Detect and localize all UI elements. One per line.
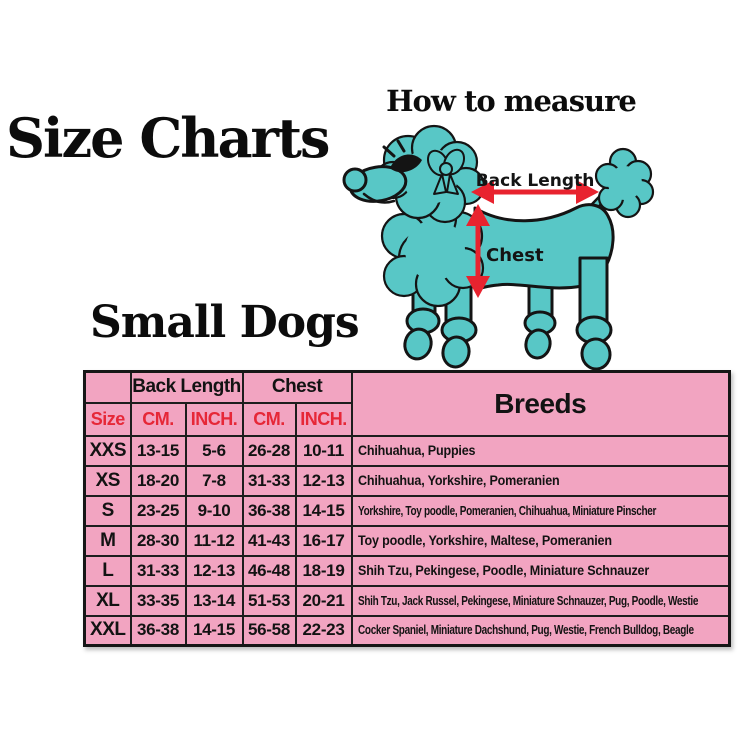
chest-cm-cell: 56-58 xyxy=(243,616,296,646)
chest-inch-cell: 20-21 xyxy=(296,586,352,616)
col-header-size: Size xyxy=(85,403,131,436)
table-row-xxl xyxy=(85,616,730,646)
chest-cm-cell: 26-28 xyxy=(243,436,296,466)
chest-cm-cell: 36-38 xyxy=(243,496,296,526)
back-cm-cell: 18-20 xyxy=(131,466,186,496)
back-cm-cell: 36-38 xyxy=(131,616,186,646)
col-header-chest-inch: INCH. xyxy=(296,403,352,436)
breeds-cell xyxy=(352,436,730,466)
size-table-container xyxy=(83,370,731,647)
table-row-xxs xyxy=(85,436,730,466)
back-cm-cell: 33-35 xyxy=(131,586,186,616)
back-inch-cell: 14-15 xyxy=(186,616,243,646)
table-row-xl xyxy=(85,586,730,616)
col-group-back-length: Back Length xyxy=(131,372,243,403)
breeds-text: Shih Tzu, Jack Russel, Pekingese, Miniature Schnauzer, Pug, Poodle, Westie xyxy=(357,593,698,608)
size-table xyxy=(83,370,731,647)
back-inch-cell: 12-13 xyxy=(186,556,243,586)
size-cell: XXL xyxy=(85,616,131,646)
col-group-chest: Chest xyxy=(243,372,352,403)
size-cell: XXS xyxy=(85,436,131,466)
chest-cm-cell: 51-53 xyxy=(243,586,296,616)
chest-inch-cell: 16-17 xyxy=(296,526,352,556)
table-row-l xyxy=(85,556,730,586)
corner-cell xyxy=(85,372,131,403)
poodle-illustration xyxy=(330,118,730,373)
chest-label: Chest xyxy=(486,245,544,266)
col-header-chest-cm: CM. xyxy=(243,403,296,436)
breeds-cell xyxy=(352,496,730,526)
page-title: Size Charts xyxy=(6,106,329,170)
col-header-breeds: Breeds xyxy=(352,372,730,436)
breeds-cell xyxy=(352,586,730,616)
chest-cm-cell: 41-43 xyxy=(243,526,296,556)
chest-inch-cell: 12-13 xyxy=(296,466,352,496)
back-cm-cell: 23-25 xyxy=(131,496,186,526)
col-header-back-inch: INCH. xyxy=(186,403,243,436)
breeds-text: Shih Tzu, Pekingese, Poodle, Miniature Schnauzer xyxy=(357,562,649,578)
chest-cm-cell: 31-33 xyxy=(243,466,296,496)
rear-near-leg xyxy=(577,258,612,371)
breeds-cell xyxy=(352,526,730,556)
table-row-m xyxy=(85,526,730,556)
breeds-text: Chihuahua, Puppies xyxy=(357,442,475,458)
chest-inch-cell: 14-15 xyxy=(296,496,352,526)
size-cell: XS xyxy=(85,466,131,496)
breeds-cell xyxy=(352,466,730,496)
back-cm-cell: 31-33 xyxy=(131,556,186,586)
nose xyxy=(344,169,366,191)
back-inch-cell: 11-12 xyxy=(186,526,243,556)
chest-inch-cell: 22-23 xyxy=(296,616,352,646)
chest-inch-cell: 10-11 xyxy=(296,436,352,466)
size-cell: S xyxy=(85,496,131,526)
chest-inch-cell: 18-19 xyxy=(296,556,352,586)
back-cm-cell: 28-30 xyxy=(131,526,186,556)
size-cell: XL xyxy=(85,586,131,616)
back-cm-cell: 13-15 xyxy=(131,436,186,466)
size-table-body xyxy=(85,436,730,646)
tail-pompom xyxy=(596,149,653,217)
breeds-text: Chihuahua, Yorkshire, Pomeranien xyxy=(357,472,560,488)
breeds-cell xyxy=(352,616,730,646)
breeds-cell xyxy=(352,556,730,586)
breeds-text: Toy poodle, Yorkshire, Maltese, Pomeranien xyxy=(357,532,612,548)
back-inch-cell: 5-6 xyxy=(186,436,243,466)
chest-cm-cell: 46-48 xyxy=(243,556,296,586)
section-title-small-dogs: Small Dogs xyxy=(90,297,359,348)
breeds-text: Yorkshire, Toy poodle, Pomeranien, Chihuahua, Miniature Pinscher xyxy=(357,503,656,518)
table-row-s xyxy=(85,496,730,526)
back-inch-cell: 13-14 xyxy=(186,586,243,616)
back-length-label: Back Length xyxy=(475,171,595,191)
back-inch-cell: 9-10 xyxy=(186,496,243,526)
table-row-xs xyxy=(85,466,730,496)
back-inch-cell: 7-8 xyxy=(186,466,243,496)
how-to-measure-title: How to measure xyxy=(386,84,636,118)
breeds-text: Cocker Spaniel, Miniature Dachshund, Pug, Westie, French Bulldog, Beagle xyxy=(357,623,694,638)
size-cell: M xyxy=(85,526,131,556)
col-header-back-cm: CM. xyxy=(131,403,186,436)
size-cell: L xyxy=(85,556,131,586)
